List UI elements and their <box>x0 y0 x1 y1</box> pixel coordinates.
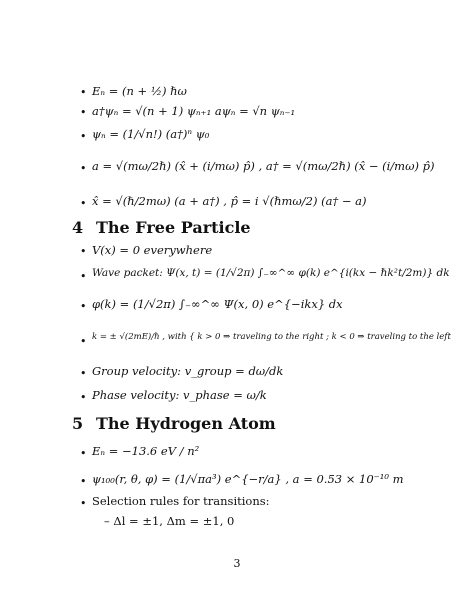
section-heading-hydrogen-atom <box>72 414 276 433</box>
bullet: • <box>80 367 87 380</box>
equation-psi-n: ψₙ = (1/√n!) (a†)ⁿ ψ₀ <box>92 127 210 141</box>
bullet: • <box>80 447 87 460</box>
bullet: • <box>80 300 87 313</box>
equation-energy-levels: Eₙ = (n + ½) ℏω <box>92 84 187 98</box>
section-title: The Hydrogen Atom <box>96 414 276 433</box>
bullet: • <box>80 270 87 283</box>
bullet: • <box>80 475 87 488</box>
equation-wave-packet: Wave packet: Ψ(x, t) = (1/√2π) ∫₋∞^∞ φ(k) e^{i(kx − ℏk²t/2m)} dk <box>92 267 450 279</box>
equation-ladder-operators: a = √(mω/2ℏ) (x̂ + (i/mω) p̂) , a† = √(mω/2ℏ) (x̂ − (i/mω) p̂) <box>92 159 435 173</box>
selection-rules-label: Selection rules for transitions: <box>92 494 270 508</box>
section-title: The Free Particle <box>96 218 251 237</box>
equation-group-velocity: Group velocity: v_group = dω/dk <box>92 364 284 378</box>
bullet: • <box>80 197 87 210</box>
bullet: • <box>80 245 87 258</box>
bullet: • <box>80 497 87 510</box>
section-number: 5 <box>72 414 84 433</box>
bullet: • <box>80 162 87 175</box>
bullet: • <box>80 130 87 143</box>
selection-rules-values: – Δl = ±1, Δm = ±1, 0 <box>104 514 235 528</box>
bullet: • <box>80 106 87 119</box>
bullet: • <box>80 86 87 99</box>
equation-phi-k: φ(k) = (1/√2π) ∫₋∞^∞ Ψ(x, 0) e^{−ikx} dx <box>92 297 343 311</box>
equation-ground-state: ψ₁₀₀(r, θ, φ) = (1/√πa³) e^{−r/a} , a = 0.53 × 10⁻¹⁰ m <box>92 472 404 486</box>
equation-wave-number: k = ± √(2mE)/ℏ , with { k > 0 ⇒ traveling to the right ; k < 0 ⇒ traveling to the left <box>92 332 451 342</box>
bullet: • <box>80 391 87 404</box>
equation-phase-velocity: Phase velocity: v_phase = ω/k <box>92 388 267 402</box>
equation-potential: V(x) = 0 everywhere <box>92 243 213 257</box>
page-number: 3 <box>233 557 241 570</box>
bullet: • <box>80 335 87 348</box>
equation-x-p-operators: x̂ = √(ℏ/2mω) (a + a†) , p̂ = i √(ℏmω/2) (a† − a) <box>92 194 367 208</box>
equation-ladder-action: a†ψₙ = √(n + 1) ψₙ₊₁ aψₙ = √n ψₙ₋₁ <box>92 104 296 118</box>
section-heading-free-particle <box>72 218 251 237</box>
equation-hydrogen-energy: Eₙ = −13.6 eV / n² <box>92 444 200 458</box>
section-number: 4 <box>72 218 84 237</box>
